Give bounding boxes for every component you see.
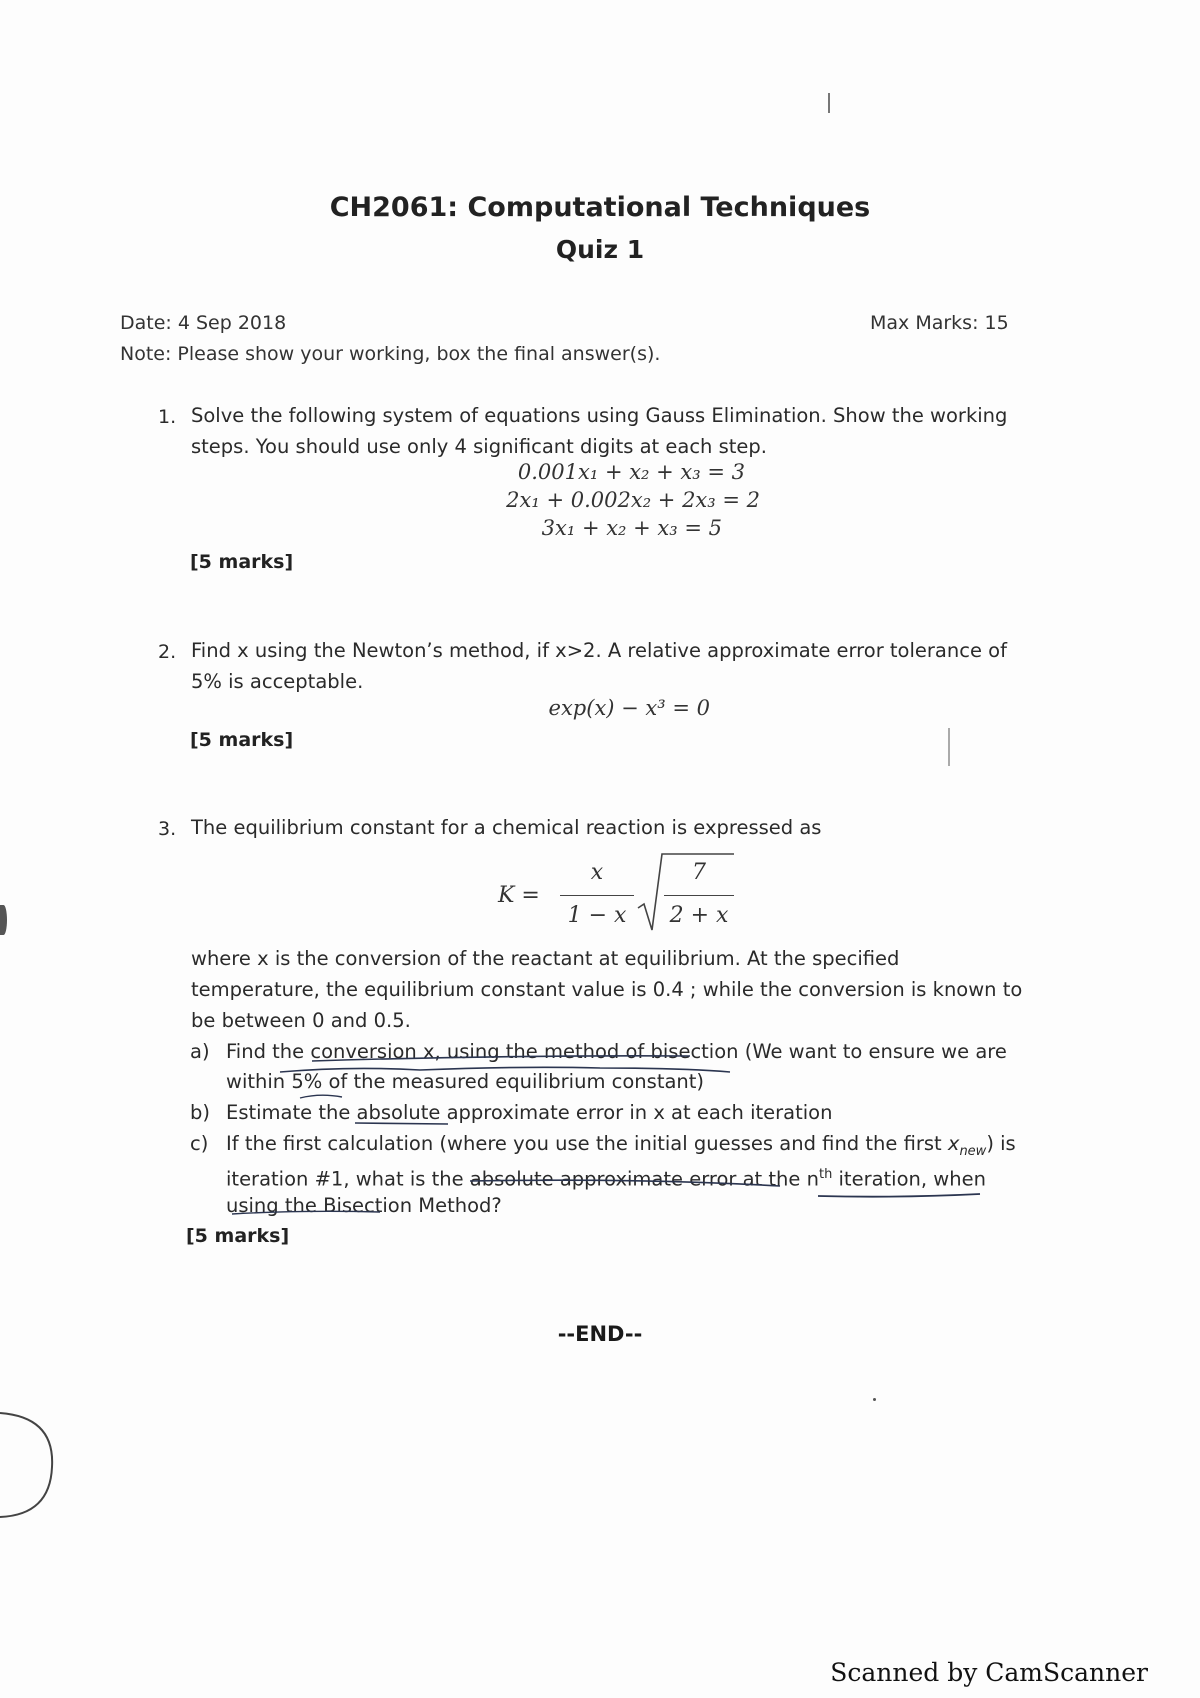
part-a-line2: within 5% of the measured equilibrium constant) <box>226 1070 705 1093</box>
exam-note: Note: Please show your working, box the final answer(s). <box>120 343 661 365</box>
question-3-paragraph-line3: be between 0 and 0.5. <box>191 1009 411 1032</box>
question-1-equation-2: 2x₁ + 0.002x₂ + 2x₃ = 2 <box>506 488 760 512</box>
formula-frac2-denominator: 2 + x <box>669 903 729 928</box>
underline-part-a-2 <box>280 1067 730 1072</box>
underline-part-a-1 <box>312 1056 690 1061</box>
question-2-text-line1: Find x using the Newton’s method, if x>2. A relative approximate error tolerance of <box>191 639 1007 662</box>
question-1-equation-3: 3x₁ + x₂ + x₃ = 5 <box>541 516 722 540</box>
question-1-equation-1: 0.001x₁ + x₂ + x₃ = 3 <box>517 460 745 484</box>
part-b-line1: Estimate the absolute approximate error in x at each iteration <box>226 1101 833 1124</box>
part-c-superscript: th <box>818 1167 833 1182</box>
underline-part-c-2 <box>818 1194 980 1197</box>
part-b-label: b) <box>190 1101 210 1124</box>
part-c-x-var: x <box>947 1132 960 1155</box>
scan-speck-2 <box>948 728 950 766</box>
part-c-line2-pre: iteration #1, what is the absolute approximate error at the n <box>226 1167 819 1191</box>
formula-frac1-numerator: x <box>590 860 604 885</box>
part-c-line2-post: iteration, when <box>832 1167 986 1191</box>
underline-part-c-3 <box>232 1211 380 1214</box>
scan-edge-mark-top <box>0 905 7 935</box>
scan-punch-hole <box>0 1405 60 1525</box>
question-3-text-line1: The equilibrium constant for a chemical reaction is expressed as <box>191 816 822 839</box>
end-marker: --END-- <box>557 1322 643 1346</box>
part-c-x-subscript: new <box>959 1143 987 1159</box>
underline-part-b <box>355 1123 448 1124</box>
part-c-line1-post: ) is <box>986 1132 1016 1155</box>
question-3-paragraph-line1: where x is the conversion of the reactant at equilibrium. At the specified <box>191 947 900 970</box>
question-3-number: 3. <box>158 818 177 840</box>
question-2-text-line2: 5% is acceptable. <box>191 670 364 693</box>
question-3-marks: [5 marks] <box>186 1225 290 1247</box>
question-1-text-line1: Solve the following system of equations using Gauss Elimination. Show the working <box>191 404 1008 427</box>
formula-frac1-denominator: 1 − x <box>567 903 627 928</box>
question-3-paragraph-line2: temperature, the equilibrium constant value is 0.4 ; while the conversion is known to <box>191 978 1023 1001</box>
exam-date: Date: 4 Sep 2018 <box>120 312 287 334</box>
part-c-label: c) <box>190 1132 209 1155</box>
overline-part-b <box>300 1095 342 1098</box>
part-c-line1-pre: If the first calculation (where you use the initial guesses and find the first <box>226 1132 948 1155</box>
quiz-title: Quiz 1 <box>555 235 645 264</box>
formula-frac2-numerator: 7 <box>692 860 706 885</box>
question-1-number: 1. <box>158 406 177 428</box>
question-1-text-line2: steps. You should use only 4 significant digits at each step. <box>191 435 767 458</box>
course-title: CH2061: Computational Techniques <box>329 192 871 223</box>
scanner-watermark: Scanned by CamScanner <box>830 1658 1148 1687</box>
part-c-line3: using the Bisection Method? <box>226 1194 502 1217</box>
scan-speck-1 <box>828 93 830 113</box>
question-2-number: 2. <box>158 641 177 663</box>
question-2-marks: [5 marks] <box>190 729 294 751</box>
underline-part-c-1 <box>470 1180 780 1186</box>
question-1-marks: [5 marks] <box>190 551 294 573</box>
max-marks: Max Marks: 15 <box>870 312 1009 334</box>
formula-lhs: K = <box>498 883 540 908</box>
scan-speck-3 <box>873 1398 876 1401</box>
part-a-line1: Find the conversion x, using the method of bisection (We want to ensure we are <box>226 1040 1007 1063</box>
question-2-equation: exp(x) − x³ = 0 <box>548 696 710 720</box>
part-a-label: a) <box>190 1040 210 1063</box>
